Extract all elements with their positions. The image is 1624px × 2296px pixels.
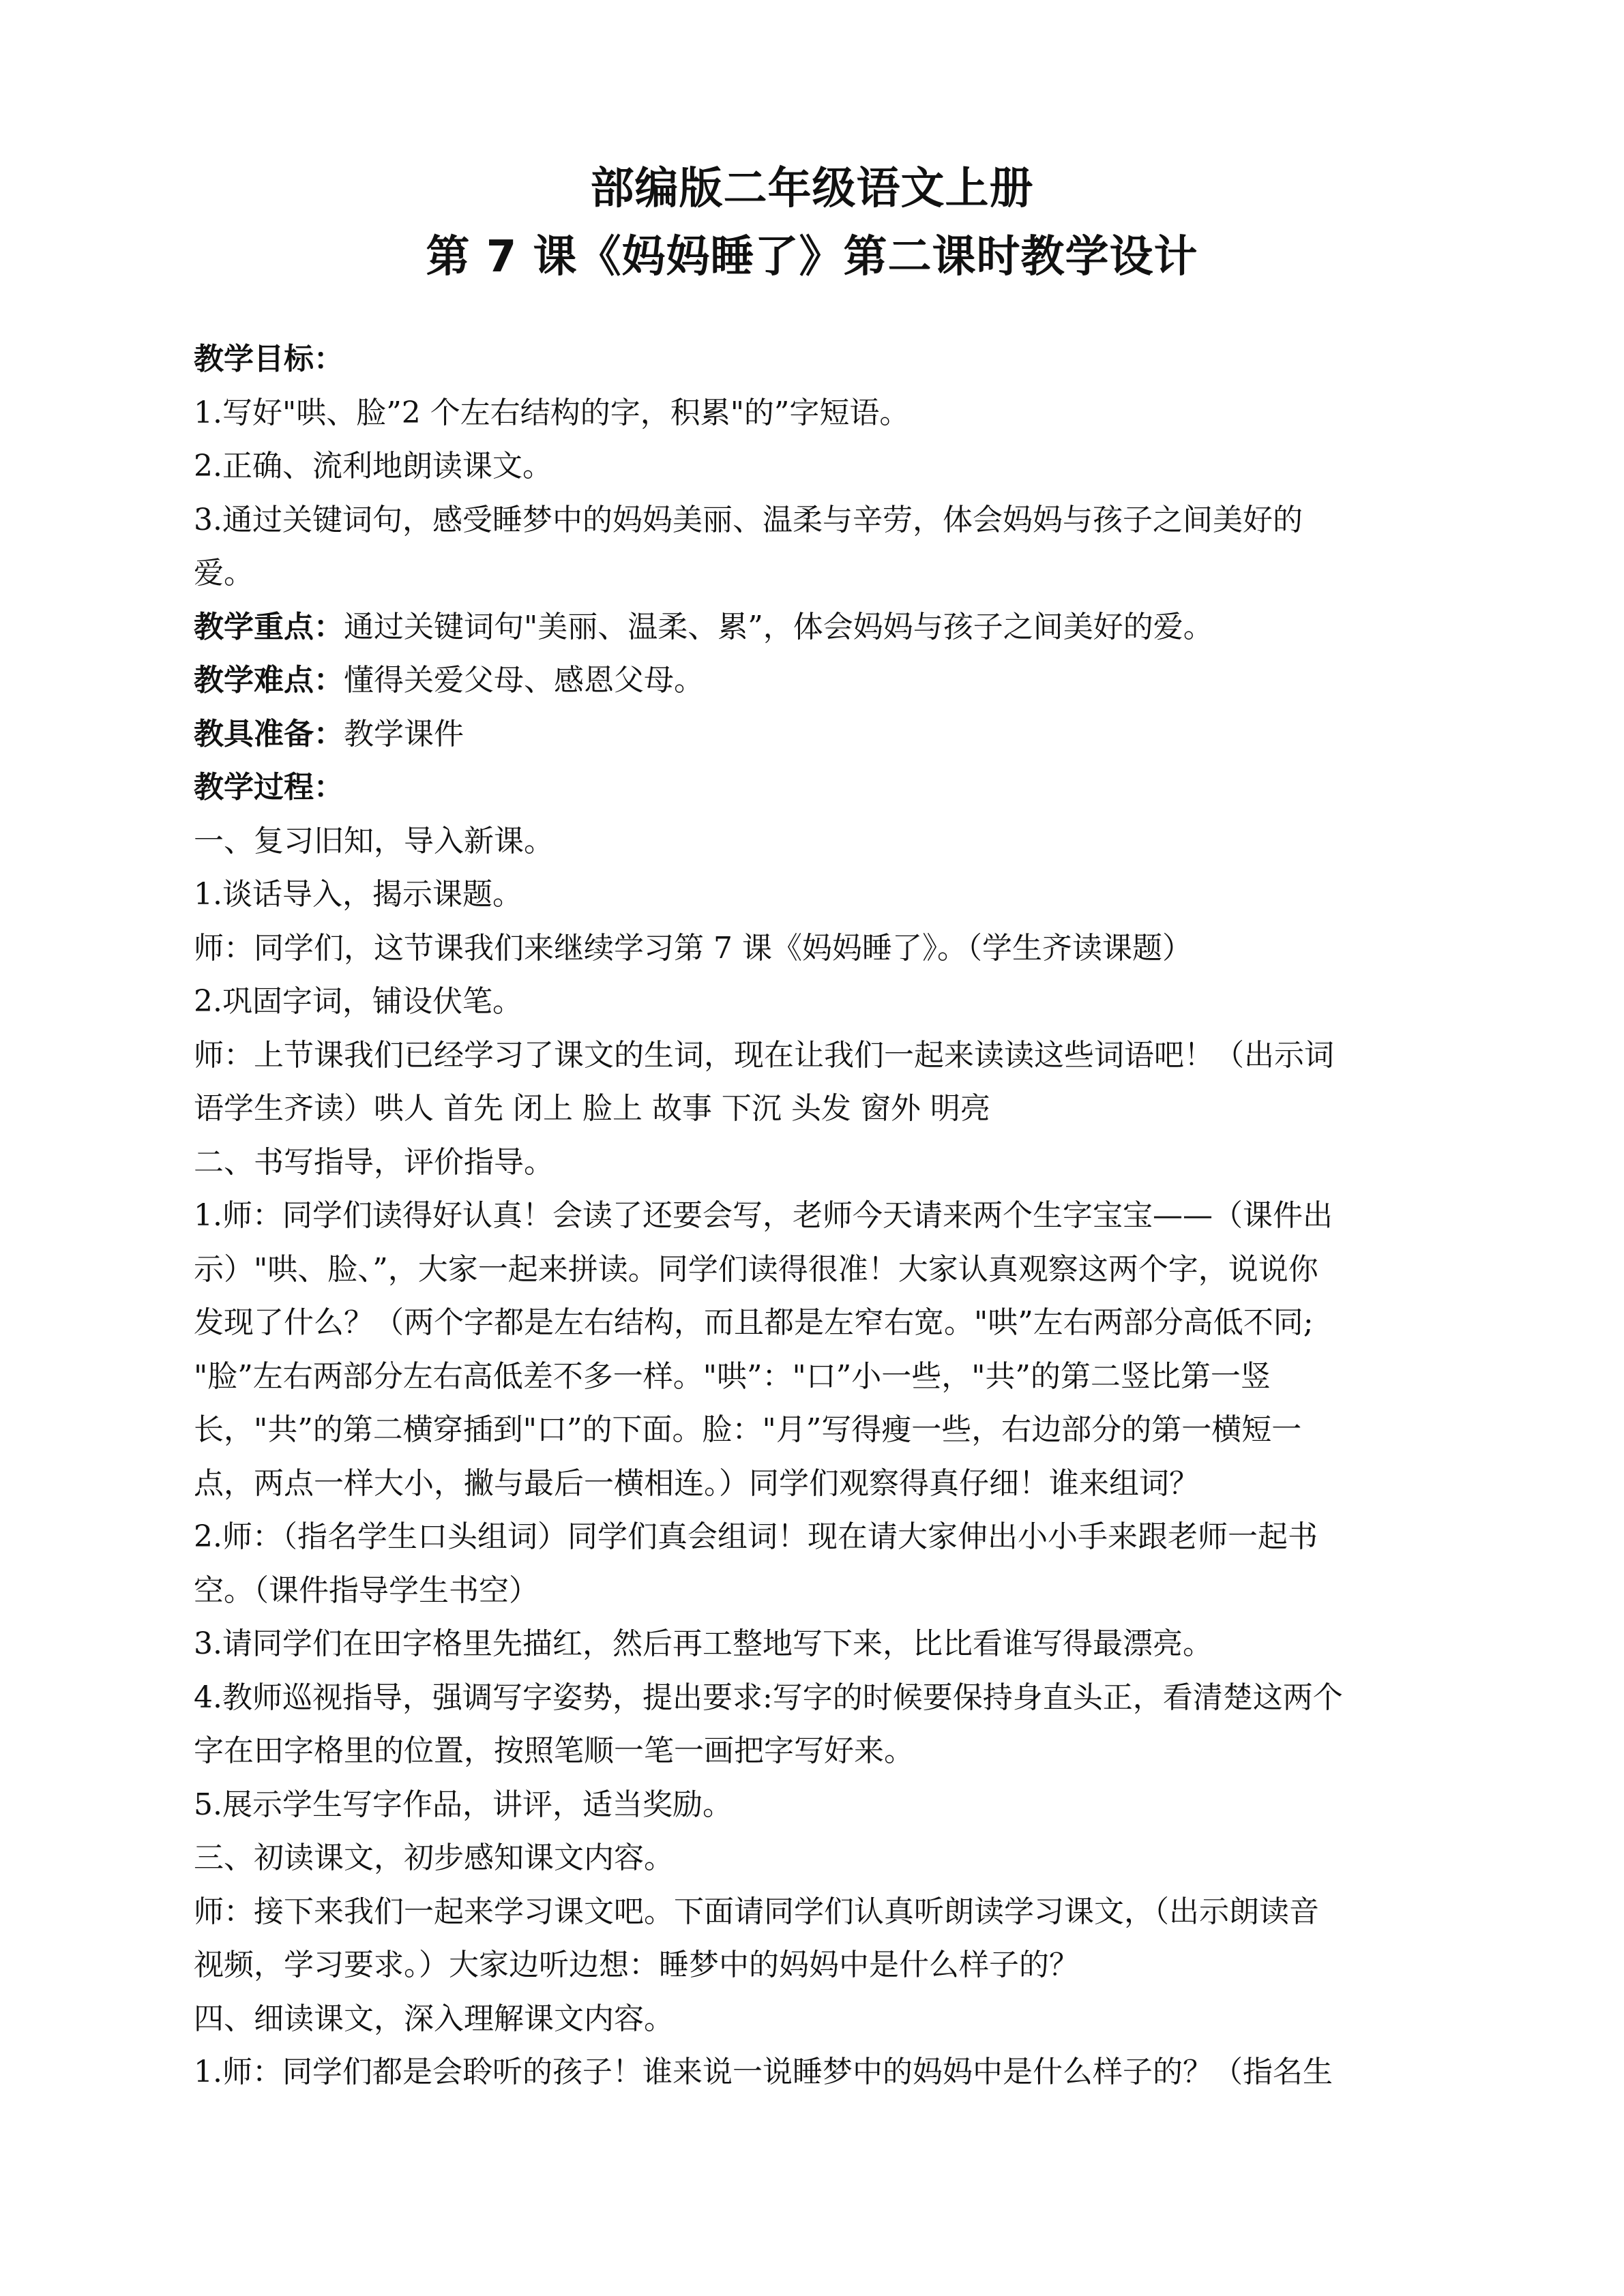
process-line: 1.谈话导入，揭示课题。 [194,877,522,912]
process-line: 四、细读课文，深入理解课文内容。 [194,2001,674,2036]
difficulty-text: 懂得关爱父母、感恩父母。 [344,663,704,698]
process-line: 5.展示学生写字作品，讲评，适当奖励。 [194,1787,733,1822]
process-line: 1.师：同学们都是会聆听的孩子！谁来说一说睡梦中的妈妈中是什么样子的？（指名生 [194,2055,1333,2089]
process-line: 4.教师巡视指导，强调写字姿势，提出要求:写字的时候要保持身直头正，看清楚这两个 [194,1680,1343,1715]
process-line: 视频，学习要求。）大家边听边想：睡梦中的妈妈中是什么样子的？ [194,1948,1079,1982]
process-line: 师：同学们，这节课我们来继续学习第 7 课《妈妈睡了》。（学生齐读课题） [194,930,1192,966]
tools-label: 教具准备： [194,716,344,751]
process-line: 空。（课件指导学生书空） [194,1572,539,1608]
difficulty-row [194,654,1442,708]
difficulty-label: 教学难点： [194,663,344,698]
process-line: 师：上节课我们已经学习了课文的生词，现在让我们一起来读读这些词语吧！（出示词 [194,1037,1334,1073]
process-line: "脸”左右两部分左右高低差不多一样。"哄”："口”小一些，"共”的第二竖比第一竖 [194,1358,1271,1394]
focus-row [194,601,1442,655]
document-body [194,333,1442,2100]
process-line: 2.巩固字词，铺设伏笔。 [194,984,522,1019]
process-line: 二、书写指导，评价指导。 [194,1144,554,1180]
process-line: 师：接下来我们一起来学习课文吧。下面请同学们认真听朗读学习课文，（出示朗读音 [194,1894,1319,1929]
goals-heading: 教学目标： [194,342,344,376]
process-line: 示）"哄、脸、”，大家一起来拼读。同学们读得很准！大家认真观察这两个字，说说你 [194,1251,1318,1287]
document-title-line-2: 第 7 课《妈妈睡了》第二课时教学设计 [426,232,1198,282]
document-title-line-1: 部编版二年级语文上册 [590,164,1034,214]
goal-item: 1.写好"哄、脸”2 个左右结构的字，积累"的”字短语。 [194,395,910,430]
focus-text: 通过关键词句"美丽、温柔、累”，体会妈妈与孩子之间美好的爱。 [344,609,1213,644]
process-line: 3.请同学们在田字格里先描红，然后再工整地写下来，比比看谁写得最漂亮。 [194,1626,1213,1661]
process-heading: 教学过程： [194,770,344,805]
process-line: 一、复习旧知，导入新课。 [194,823,554,859]
process-line: 长，"共”的第二横穿插到"口”的下面。脸："月”写得瘦一些，右边部分的第一横短一 [194,1412,1302,1447]
process-line: 点，两点一样大小，撇与最后一横相连。）同学们观察得真仔细！谁来组词？ [194,1465,1199,1501]
focus-label: 教学重点： [194,609,344,644]
goal-item: 2.正确、流利地朗读课文。 [194,449,552,483]
process-line: 发现了什么？（两个字都是左右结构，而且都是左窄右宽。"哄”左右两部分高低不同; [194,1305,1314,1340]
process-line: 1.师：同学们读得好认真！会读了还要会写，老师今天请来两个生字宝宝——（课件出 [194,1198,1333,1233]
process-line: 三、初读课文，初步感知课文内容。 [194,1840,674,1875]
goal-item-continued: 爱。 [194,556,254,591]
process-line: 语学生齐读）哄人 首先 闭上 脸上 故事 下沉 头发 窗外 明亮 [194,1091,990,1126]
goal-item: 3.通过关键词句，感受睡梦中的妈妈美丽、温柔与辛劳，体会妈妈与孩子之间美好的 [194,502,1303,537]
tools-row [194,708,1442,762]
process-line: 2.师：（指名学生口头组词）同学们真会组词！现在请大家伸出小小手来跟老师一起书 [194,1519,1318,1554]
tools-text: 教学课件 [344,716,464,751]
process-line: 字在田字格里的位置，按照笔顺一笔一画把字写好来。 [194,1733,914,1768]
